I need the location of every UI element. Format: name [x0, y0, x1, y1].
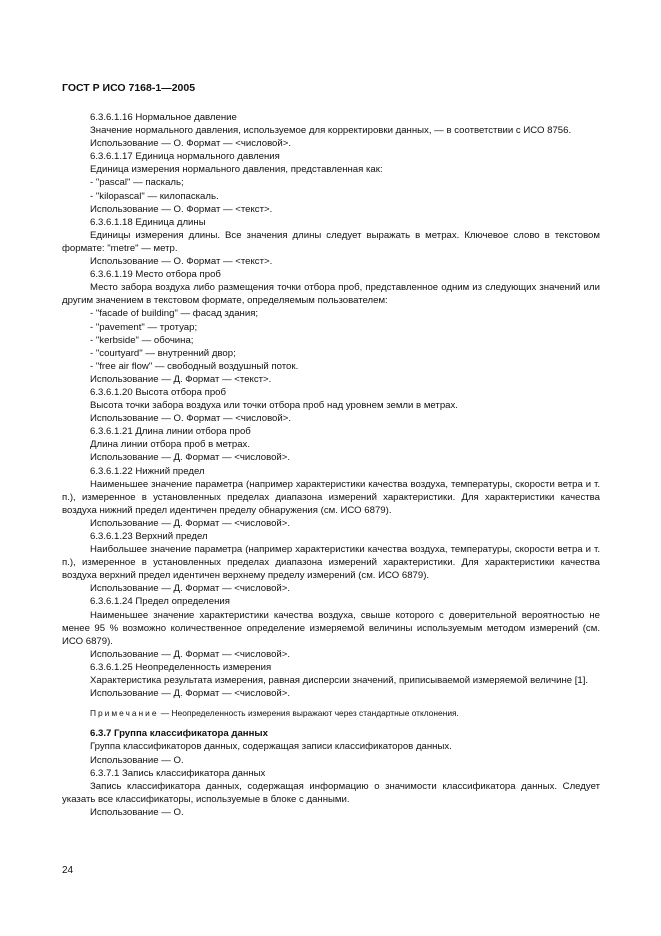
clause-text: Единицы измерения длины. Все значения длины следует выражать в метрах. Ключевое слово в текстовом формате: "metre" — метр.	[62, 229, 600, 254]
note-text: — Неопределенность измерения выражают через стандартные отклонения.	[158, 708, 459, 719]
usage-line: Использование — О.	[90, 754, 184, 766]
page-number: 24	[62, 865, 74, 876]
usage-line: Использование — Д. Формат — <числовой>.	[90, 648, 291, 660]
usage-line: Использование — Д. Формат — <числовой>.	[90, 583, 291, 595]
clause-text: Характеристика результата измерения, равная дисперсии значений, приписываемой измеряемой величине [1].	[90, 675, 589, 687]
clause-text: Наименьшее значение характеристики качества воздуха, свыше которого с доверительной вероятностью не менее 95 % возможно количественное определение измеряемой величины используемым методом измерений (см. ИСО 6879).	[62, 609, 600, 647]
clause-title: 6.3.6.1.18 Единица длины	[90, 216, 206, 228]
usage-line: Использование — Д. Формат — <текст>.	[90, 373, 272, 385]
clause-title: 6.3.6.1.23 Верхний предел	[90, 531, 208, 542]
clause-title: 6.3.6.1.20 Высота отбора проб	[90, 386, 226, 398]
list-item: - "facade of building" — фасад здания;	[90, 308, 259, 320]
section-heading: 6.3.7 Группа классификатора данных	[90, 728, 268, 740]
clause-title: 6.3.6.1.16 Нормальное давление	[90, 112, 237, 123]
section-text: Запись классификатора данных, содержащая информацию о значимости классификатора данных. Следует указать все классификаторы, используемые в блоке с данными.	[62, 780, 600, 805]
clause-title: 6.3.7.1 Запись классификатора данных	[90, 767, 266, 779]
document-body	[62, 111, 600, 819]
clause-text: Высота точки забора воздуха или точки отбора проб над уровнем земли в метрах.	[90, 400, 458, 412]
list-item: - "kerbside" — обочина;	[90, 334, 194, 346]
list-item: - "kilopascal" — килопаскаль.	[90, 190, 219, 202]
usage-line: Использование — О. Формат — <текст>.	[90, 203, 273, 215]
usage-line: Использование — О.	[90, 806, 184, 818]
clause-title: 6.3.6.1.25 Неопределенность измерения	[90, 661, 272, 673]
usage-line: Использование — Д. Формат — <числовой>.	[90, 517, 291, 529]
note-label: Примечание	[90, 708, 159, 719]
clause-text: Длина линии отбора проб в метрах.	[90, 439, 251, 451]
usage-line: Использование — Д. Формат — <числовой>.	[90, 452, 291, 464]
list-item: - "pavement" — тротуар;	[90, 321, 198, 333]
clause-text: Единица измерения нормального давления, представленная как:	[90, 164, 383, 176]
note	[62, 707, 600, 720]
list-item: - "courtyard" — внутренний двор;	[90, 347, 236, 359]
clause-title: 6.3.6.1.21 Длина линии отбора проб	[90, 426, 251, 438]
usage-line: Использование — О. Формат — <числовой>.	[90, 138, 292, 150]
clause-title: 6.3.6.1.19 Место отбора проб	[90, 269, 221, 281]
document-header: ГОСТ Р ИСО 7168-1—2005	[62, 82, 196, 94]
list-item: - "pascal" — паскаль;	[90, 177, 184, 189]
clause-title: 6.3.6.1.22 Нижний предел	[90, 465, 205, 477]
clause-title: 6.3.6.1.24 Предел определения	[90, 596, 230, 608]
clause-text: Наименьшее значение параметра (например характеристики качества воздуха, температуры, скорости ветра и т. п.), измеренное в установленных пределах диапазона измерений характеристики. Для характеристики качества воздуха нижний предел идентичен пределу обнаружения (см. ИСО 6879).	[62, 478, 600, 516]
section-text: Группа классификаторов данных, содержащая записи классификаторов данных.	[90, 741, 452, 753]
clause-text: Наибольшее значение параметра (например характеристики качества воздуха, температуры, скорости ветра и т. п.), измеренное в установленных пределах диапазона измерений характеристики. Для характеристики качества воздуха верхний предел идентичен верхнему пределу измерений (см. ИСО 6879).	[62, 544, 600, 582]
list-item: - "free air flow" — свободный воздушный поток.	[90, 360, 299, 372]
usage-line: Использование — О. Формат — <числовой>.	[90, 413, 292, 425]
clause-text: Значение нормального давления, используемое для корректировки данных, — в соответствии с ИСО 8756.	[90, 125, 572, 137]
usage-line: Использование — Д. Формат — <числовой>.	[90, 688, 291, 700]
clause-text: Место забора воздуха либо размещения точки отбора проб, представленное одним из следующих значений или другим значением в текстовом формате, определяемым пользователем:	[62, 282, 600, 307]
usage-line: Использование — О. Формат — <текст>.	[90, 256, 273, 268]
clause-title: 6.3.6.1.17 Единица нормального давления	[90, 151, 280, 163]
